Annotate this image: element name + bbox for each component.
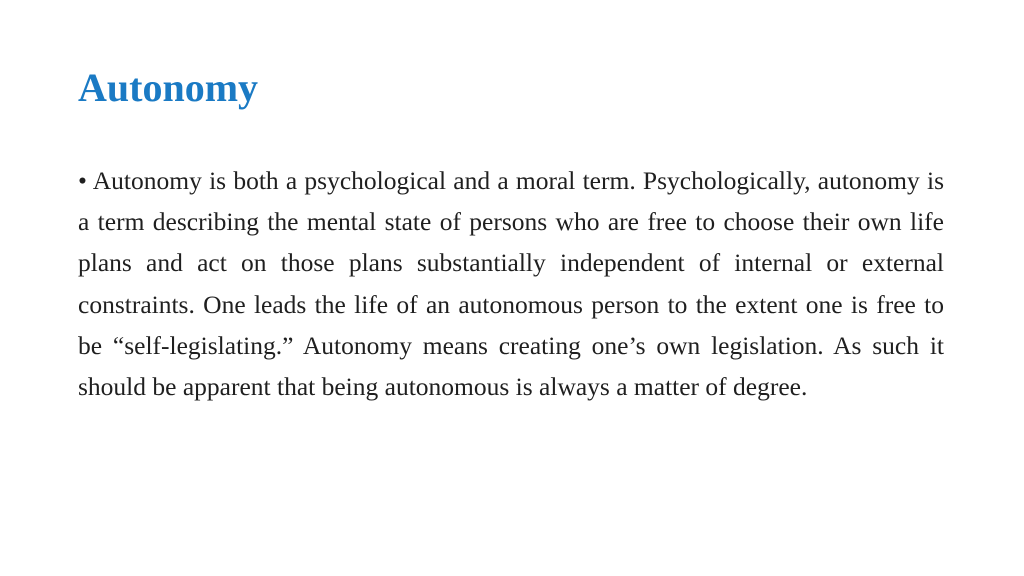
body-text: Autonomy is both a psychological and a moral term. Psychologically, autonomy is a term describing the mental state of persons who are free to choose their own life plans and act on those plans substantially independent of internal or external constraints. One leads the life of an autonomous person to the extent one is free to be “self-legislating.” Autonomy means creating one’s own legislation. As such it should be apparent that being autonomous is always a matter of degree. (78, 166, 944, 402)
slide-body-paragraph (78, 160, 944, 407)
slide-title: Autonomy (78, 65, 259, 110)
bullet-marker: • (78, 166, 87, 195)
